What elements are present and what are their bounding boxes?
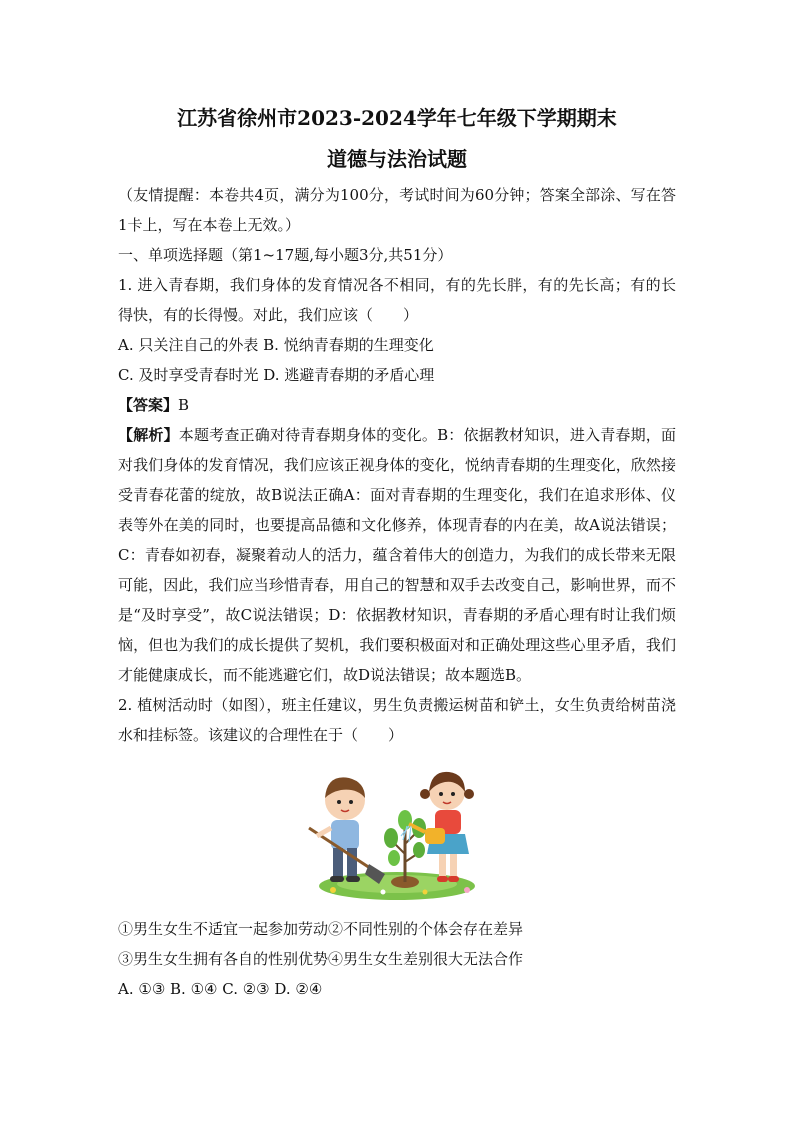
question-2-options: A. ①③ B. ①④ C. ②③ D. ②④ xyxy=(118,980,323,998)
exam-title: 江苏省徐州市2023-2024学年七年级下学期期末 xyxy=(177,106,617,130)
question-1-stem: 1. 进入青春期，我们身体的发育情况各不相同，有的先长胖，有的先长高；有的长得快，有的长得慢。对此，我们应该（ ） xyxy=(118,276,676,324)
analysis-label: 【解析】 xyxy=(118,426,179,444)
analysis-text: 本题考查正确对待青春期身体的变化。B：依据教材知识，进入青春期，面对我们身体的发育情况，我们应该正视身体的变化，悦纳青春期的生理变化，欣然接受青春花蕾的绽放，故B说法正确A：面对青春期的生理变化，我们在追求形体、仪表等外在美的同时，也要提高品德和文化修养，体现青春的内在美，故A说法错误；C：青春如初春，凝聚着动人的活力，蕴含着伟大的创造力，为我们的成长带来无限可能，因此，我们应当珍惜青春，用自己的智慧和双手去改变自己，影响世界，而不是“及时享受”，故C说法错误；D：依据教材知识，青春期的矛盾心理有时让我们烦恼，但也为我们的成长提供了契机，我们要积极面对和正确处理这些心里矛盾，我们才能健康成长，而不能逃避它们，故D说法错误；故本题选B。 xyxy=(118,426,676,684)
question-2-items-1-2: ①男生女生不适宜一起参加劳动②不同性别的个体会存在差异 xyxy=(118,920,524,938)
children-planting-tree-image xyxy=(297,758,497,908)
exam-subtitle: 道德与法治试题 xyxy=(327,147,467,171)
notice-text: （友情提醒：本卷共4页，满分为100分，考试时间为60分钟；答案全部涂、写在答1卡上，写在本卷上无效。） xyxy=(118,186,676,234)
tree-planting-illustration xyxy=(118,758,676,908)
answer-value: B xyxy=(178,396,190,414)
question-1-answer xyxy=(118,390,676,420)
answer-label: 【答案】 xyxy=(118,396,179,414)
question-1-options-ab: A. 只关注自己的外表 B. 悦纳青春期的生理变化 xyxy=(118,336,434,354)
question-2-items-3-4: ③男生女生拥有各自的性别优势④男生女生差别很大无法合作 xyxy=(118,950,524,968)
question-1-analysis xyxy=(118,420,676,690)
section-heading: 一、单项选择题（第1~17题,每小题3分,共51分） xyxy=(118,246,453,264)
question-2-stem: 2. 植树活动时（如图），班主任建议，男生负责搬运树苗和铲土，女生负责给树苗浇水和挂标签。该建议的合理性在于（ ） xyxy=(118,696,676,744)
question-1-options-cd: C. 及时享受青春时光 D. 逃避青春期的矛盾心理 xyxy=(118,366,435,384)
